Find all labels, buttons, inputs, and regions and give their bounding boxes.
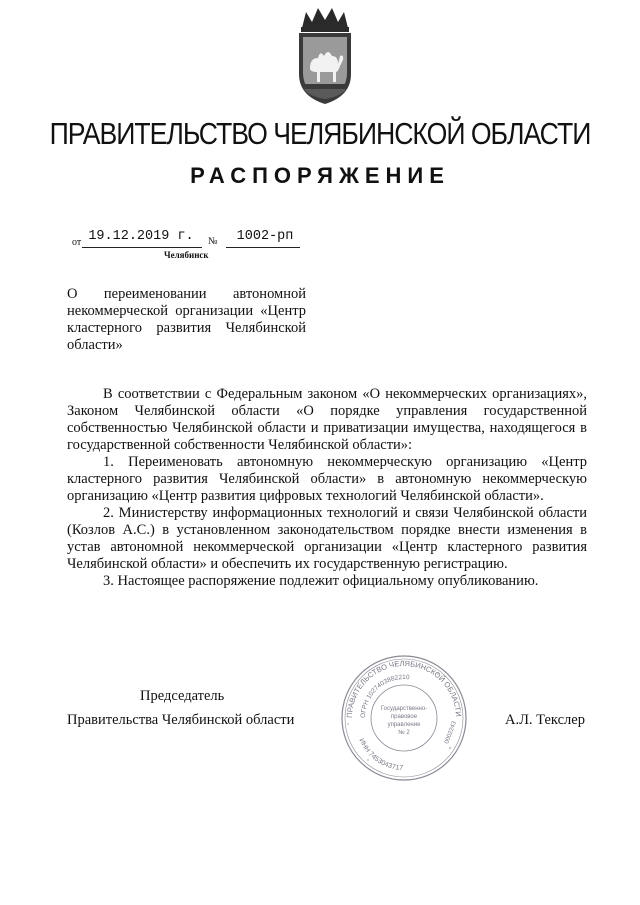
document-type-title: РАСПОРЯЖЕНИЕ — [190, 163, 450, 188]
official-stamp — [338, 652, 470, 784]
date-underline — [82, 247, 202, 248]
number-underline — [226, 247, 300, 248]
document-date: 19.12.2019 г. — [88, 229, 194, 244]
stamp-side-code: 0002243 — [444, 720, 458, 745]
stamp-ogrn-text: ОГРН 1027403882210 — [359, 673, 410, 719]
item-3-paragraph: 3. Настоящее распоряжение подлежит официальному опубликованию. — [103, 573, 539, 589]
preamble-paragraph: В соответствии с Федеральным законом «О некоммерческих организациях», Законом Челябинской области «О порядке управления государственной собственностью Челябинской области и приватизации имущества, находящегося в государственной собственности Челябинской области»: — [67, 386, 587, 453]
government-title: ПРАВИТЕЛЬСТВО ЧЕЛЯБИНСКОЙ ОБЛАСТИ — [49, 116, 591, 151]
document-number: 1002-рп — [236, 229, 294, 244]
item-2-paragraph: 2. Министерству информационных технологий и связи Челябинской области (Козлов А.С.) в установленном законодательством порядке внести изменения в устав автономной некоммерческой организации «Центр кластерного развития Челябинской области» и обеспечить их государственную регистрацию. — [67, 505, 587, 572]
date-prefix: от — [72, 237, 82, 248]
coat-of-arms-emblem — [292, 6, 358, 106]
stamp-center-line-1: Государственно- — [380, 706, 428, 712]
signatory-title-line-2: Правительства Челябинской области — [67, 712, 295, 728]
city-label: Челябинск — [164, 250, 209, 260]
document-subject: О переименовании автономной некоммерческой организации «Центр кластерного развития Челябинской области» — [67, 286, 306, 353]
signatory-name: А.Л. Текслер — [505, 712, 585, 728]
stamp-outer-text: ПРАВИТЕЛЬСТВО ЧЕЛЯБИНСКОЙ ОБЛАСТИ — [344, 658, 464, 719]
signatory-title-line-1: Председатель — [140, 688, 225, 704]
number-prefix: № — [208, 236, 218, 247]
document-body — [67, 386, 587, 590]
stamp-center-line-3: управление — [387, 722, 421, 728]
stamp-inn-text: ИНН 7453043717 — [357, 737, 404, 773]
item-1-paragraph: 1. Переименовать автономную некоммерческую организацию «Центр кластерного развития Челябинской области» в автономную некоммерческую организацию «Центр развития цифровых технологий Челябинской области». — [67, 454, 587, 504]
stamp-center-line-4: № 2 — [398, 730, 410, 736]
stamp-center-line-2: правовое — [390, 714, 418, 720]
